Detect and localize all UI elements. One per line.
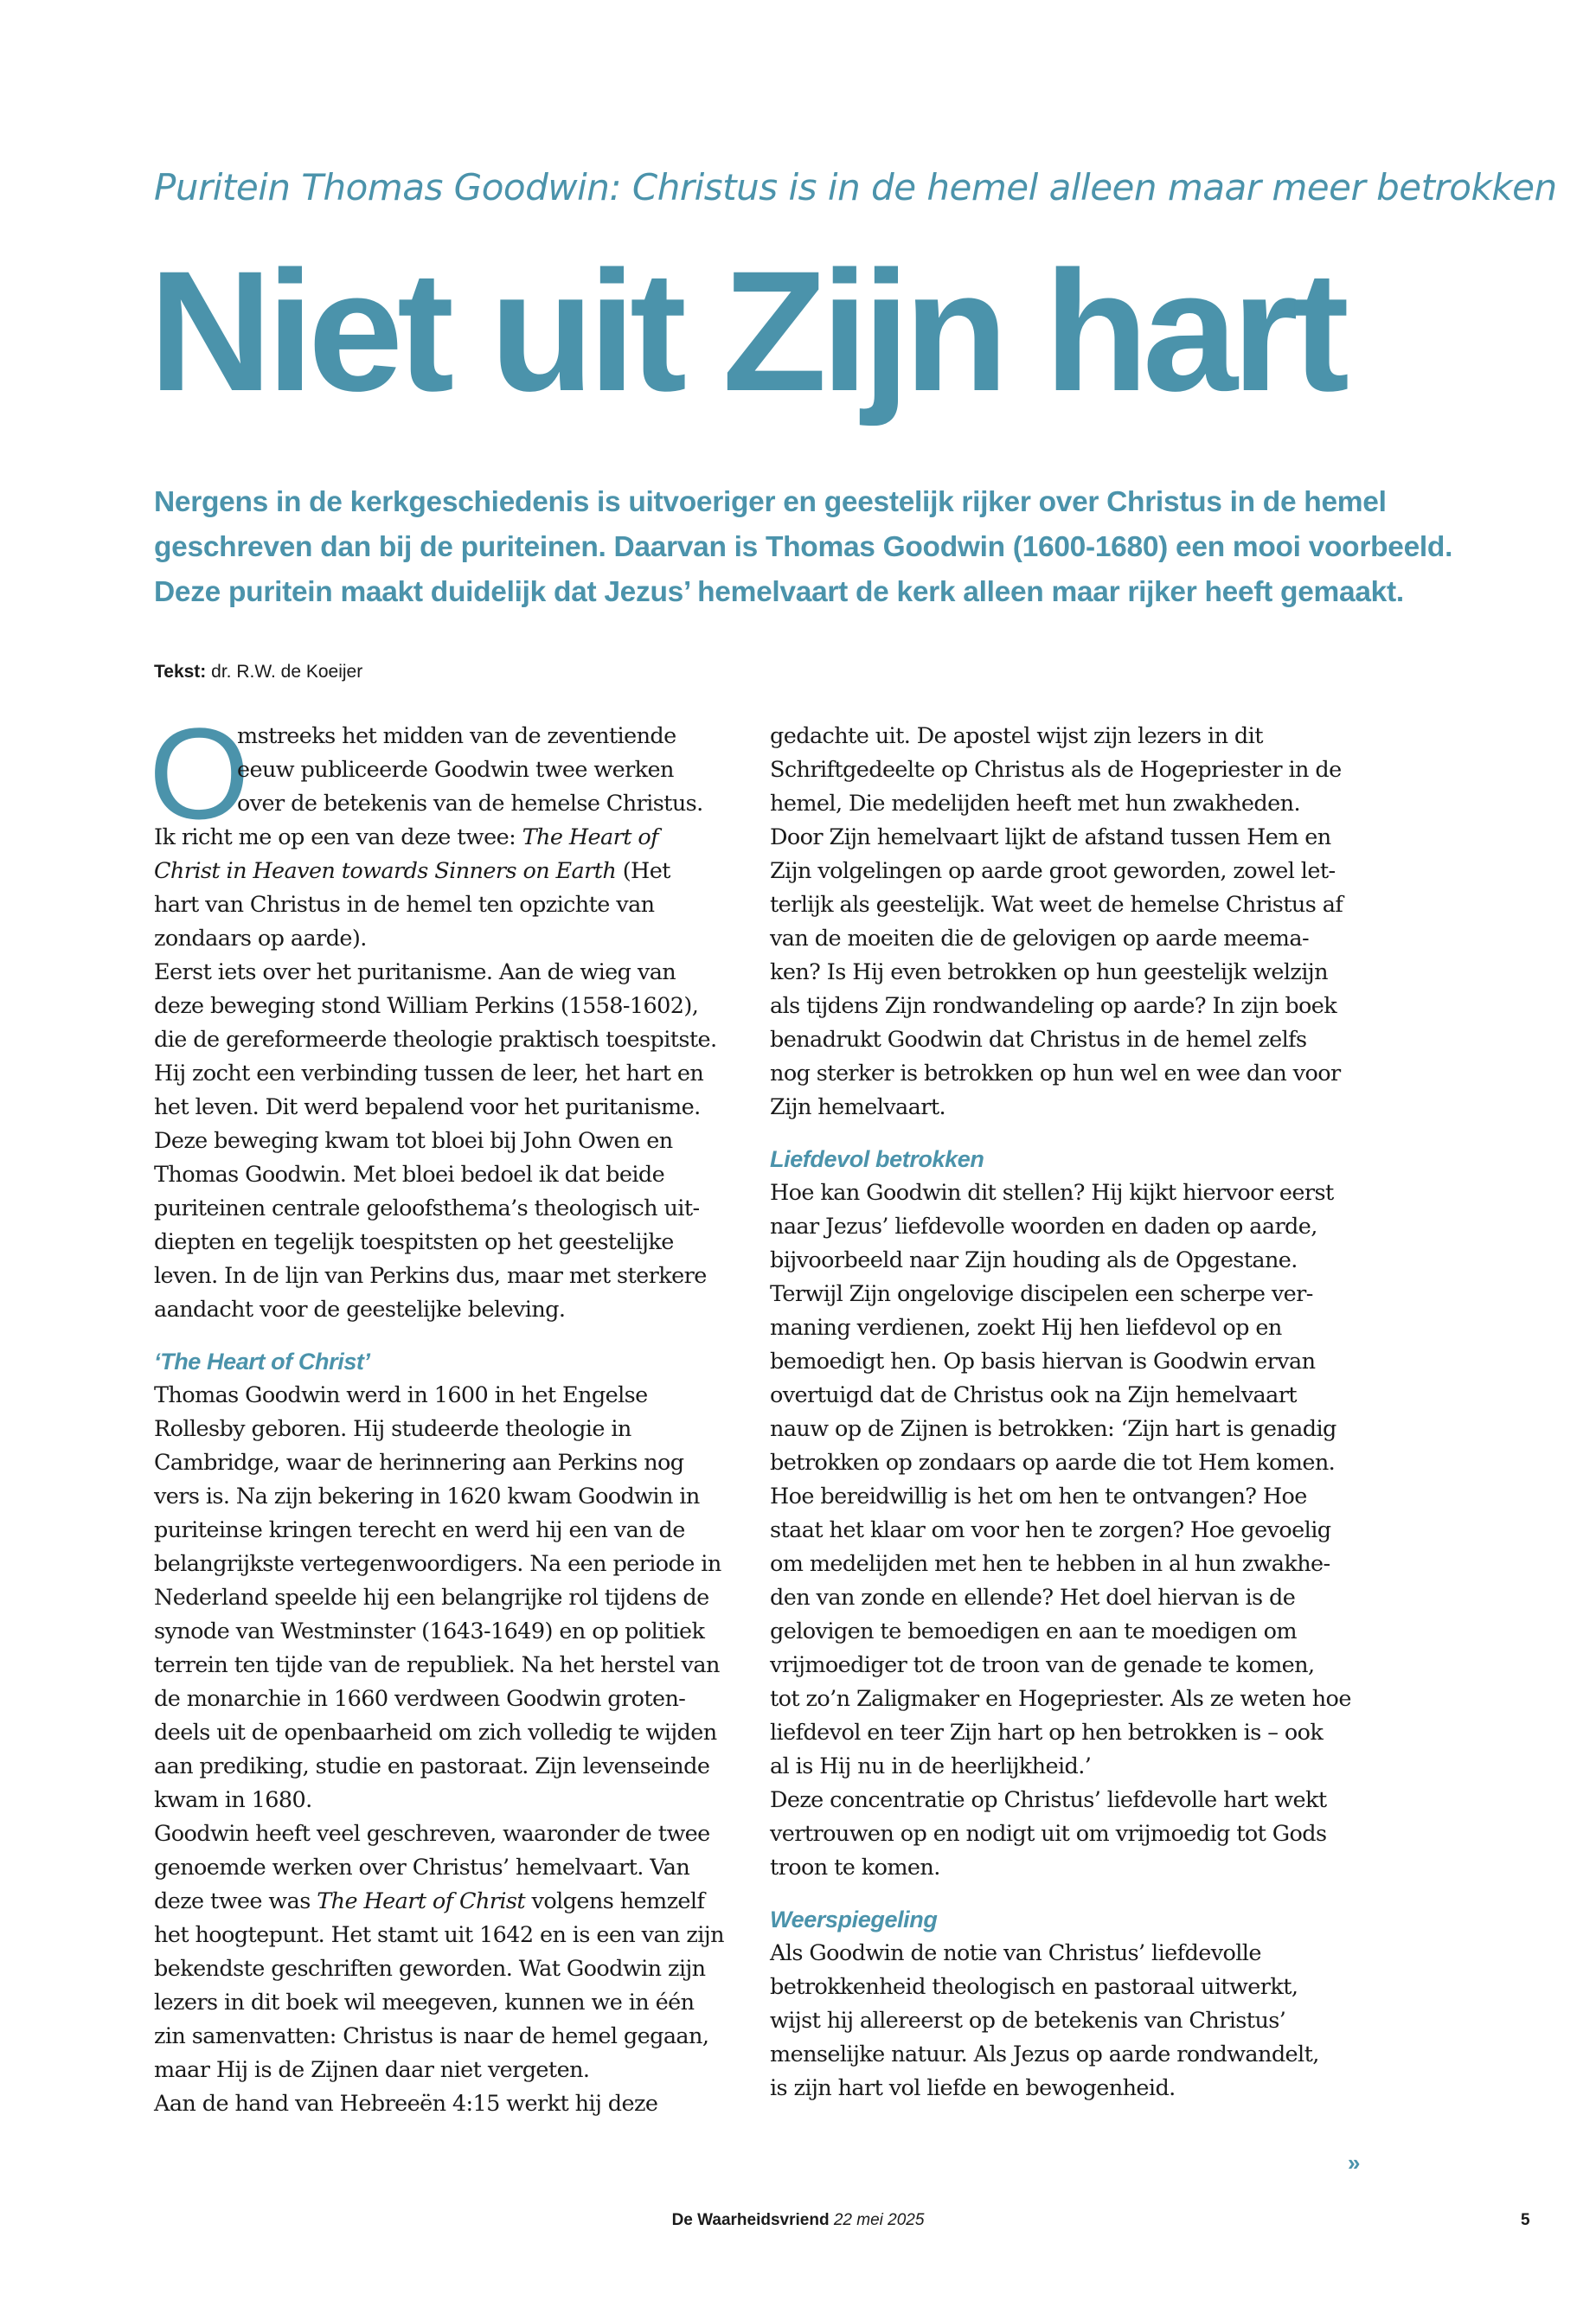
- drop-cap: O: [149, 701, 250, 846]
- text-line: tot zo’n Zaligmaker en Hogepriester. Als ze weten hoe: [770, 1686, 1351, 1712]
- text-line: gelovigen te bemoedigen en aan te moedigen om: [770, 1618, 1297, 1644]
- text-line: Hoe bereidwillig is het om hen te ontvangen? Hoe: [770, 1484, 1307, 1509]
- section-heading: Weerspiegeling: [770, 1907, 938, 1932]
- text-line: leven. In de lijn van Perkins dus, maar met sterkere: [154, 1263, 707, 1289]
- text-line: Nederland speelde hij een belangrijke rol tijdens de: [154, 1585, 709, 1611]
- text-line: Door Zijn hemelvaart lijkt de afstand tussen Hem en: [770, 824, 1331, 850]
- text-line: Hij zocht een verbinding tussen de leer, het hart en: [154, 1061, 704, 1086]
- text-line: vertrouwen op en nodigt uit om vrijmoedig tot Gods: [770, 1821, 1327, 1847]
- text-line: wijst hij allereerst op de betekenis van Christus’: [770, 2008, 1286, 2034]
- text-line: is zijn hart vol liefde en bewogenheid.: [770, 2075, 1176, 2101]
- text-line: bijvoorbeeld naar Zijn houding als de Opgestane.: [770, 1247, 1298, 1273]
- page-number: 5: [1521, 2211, 1530, 2229]
- article-kicker: Puritein Thomas Goodwin: Christus is in de hemel alleen maar meer betrokken: [154, 166, 1557, 208]
- text-line: Als Goodwin de notie van Christus’ liefdevolle: [770, 1940, 1261, 1966]
- text-line: nauw op de Zijnen is betrokken: ‘Zijn hart is genadig: [770, 1416, 1336, 1442]
- article-title: Niet uit Zijn hart: [149, 235, 1343, 426]
- text-line: de monarchie in 1660 verdween Goodwin groten-: [154, 1686, 686, 1712]
- text-line: als tijdens Zijn rondwandeling op aarde? In zijn boek: [770, 993, 1337, 1019]
- text-line: eeuw publiceerde Goodwin twee werken: [237, 757, 674, 783]
- text-line: [154, 1885, 742, 1919]
- section-heading: ‘The Heart of Christ’: [154, 1349, 370, 1375]
- text-line: aan prediking, studie en pastoraat. Zijn levenseinde: [154, 1753, 710, 1779]
- text-line: ken? Is Hij even betrokken op hun geestelijk welzijn: [770, 959, 1328, 985]
- text-line: Aan de hand van Hebreeën 4:15 werkt hij deze: [154, 2091, 658, 2117]
- text-line: Thomas Goodwin. Met bloei bedoel ik dat beide: [154, 1162, 665, 1188]
- section-heading: Liefdevol betrokken: [770, 1146, 984, 1172]
- text-line: maning verdienen, zoekt Hij hen liefdevol op en: [770, 1315, 1282, 1341]
- text-line: aandacht voor de geestelijke beleving.: [154, 1297, 566, 1323]
- text-line: Schriftgedeelte op Christus als de Hogepriester in de: [770, 757, 1342, 783]
- text-line: die de gereformeerde theologie praktisch toespitste.: [154, 1027, 717, 1053]
- text-line: maar Hij is de Zijnen daar niet vergeten.: [154, 2057, 590, 2083]
- text-run: (Het: [616, 858, 670, 884]
- text-line: bemoedigt hen. Op basis hiervan is Goodwin ervan: [770, 1349, 1316, 1375]
- text-line: puriteinen centrale geloofsthema’s theologisch uit-: [154, 1195, 700, 1221]
- text-line: mstreeks het midden van de zeventiende: [237, 723, 676, 749]
- book-title-italic: Christ in Heaven towards Sinners on Earth: [154, 858, 617, 884]
- right-column: [770, 720, 1358, 2106]
- text-line: nog sterker is betrokken op hun wel en wee dan voor: [770, 1061, 1341, 1086]
- text-line: belangrijkste vertegenwoordigers. Na een periode in: [154, 1551, 721, 1577]
- continue-arrow-icon: »: [1348, 2150, 1361, 2176]
- byline: [154, 662, 362, 683]
- byline-label: Tekst:: [154, 662, 207, 682]
- text-line: van de moeiten die de gelovigen op aarde meema-: [770, 926, 1309, 952]
- text-run: volgens hemzelf: [525, 1888, 705, 1914]
- text-line: naar Jezus’ liefdevolle woorden en daden op aarde,: [770, 1214, 1317, 1240]
- text-line: vers is. Na zijn bekering in 1620 kwam Goodwin in: [154, 1484, 700, 1509]
- magazine-name: De Waarheidsvriend: [671, 2211, 830, 2229]
- text-line: Deze concentratie op Christus’ liefdevolle hart wekt: [770, 1787, 1327, 1813]
- text-line: Hoe kan Goodwin dit stellen? Hij kijkt hiervoor eerst: [770, 1180, 1334, 1206]
- text-line: zin samenvatten: Christus is naar de hemel gegaan,: [154, 2023, 709, 2049]
- text-line: het leven. Dit werd bepalend voor het puritanisme.: [154, 1094, 701, 1120]
- text-run: Ik richt me op een van deze twee:: [154, 824, 522, 850]
- book-title-italic: The Heart of: [522, 824, 658, 850]
- text-line: Cambridge, waar de herinnering aan Perkins nog: [154, 1450, 684, 1476]
- page-footer: [0, 2211, 1596, 2230]
- text-line: Goodwin heeft veel geschreven, waaronder de twee: [154, 1821, 710, 1847]
- text-line: [154, 855, 742, 888]
- byline-author: dr. R.W. de Koeijer: [211, 662, 363, 682]
- text-line: betrokken op zondaars op aarde die tot Hem komen.: [770, 1450, 1336, 1476]
- text-line: gedachte uit. De apostel wijst zijn lezers in dit: [770, 723, 1263, 749]
- text-run: deze twee was: [154, 1888, 317, 1914]
- text-line: zondaars op aarde).: [154, 926, 367, 952]
- text-line: Rollesby geboren. Hij studeerde theologie in: [154, 1416, 631, 1442]
- text-line: betrokkenheid theologisch en pastoraal uitwerkt,: [770, 1974, 1298, 2000]
- text-line: lezers in dit boek wil meegeven, kunnen we in één: [154, 1990, 695, 2016]
- article-intro: [154, 480, 1452, 615]
- text-line: deze beweging stond William Perkins (1558-1602),: [154, 993, 699, 1019]
- text-line: hemel, Die medelijden heeft met hun zwakheden.: [770, 791, 1300, 817]
- text-line: staat het klaar om voor hen te zorgen? Hoe gevoelig: [770, 1517, 1331, 1543]
- text-line: vrijmoediger tot de troon van de genade te komen,: [770, 1652, 1315, 1678]
- text-line: deels uit de openbaarheid om zich volledig te wijden: [154, 1720, 717, 1746]
- text-line: overtuigd dat de Christus ook na Zijn hemelvaart: [770, 1382, 1297, 1408]
- text-line: om medelijden met hen te hebben in al hun zwakhe-: [770, 1551, 1330, 1577]
- text-line: Deze beweging kwam tot bloei bij John Owen en: [154, 1128, 673, 1154]
- text-line: synode van Westminster (1643-1649) en op politiek: [154, 1618, 705, 1644]
- left-column: [154, 720, 742, 2121]
- text-line: terrein ten tijde van de republiek. Na het herstel van: [154, 1652, 720, 1678]
- text-line: Zijn hemelvaart.: [770, 1094, 946, 1120]
- text-line: het hoogtepunt. Het stamt uit 1642 en is een van zijn: [154, 1922, 724, 1948]
- text-line: Zijn volgelingen op aarde groot geworden, zowel let-: [770, 858, 1336, 884]
- text-line: kwam in 1680.: [154, 1787, 312, 1813]
- text-line: bekendste geschriften geworden. Wat Goodwin zijn: [154, 1956, 706, 1982]
- intro-line: geschreven dan bij de puriteinen. Daarvan is Thomas Goodwin (1600-1680) een mooi voorbeeld.: [154, 531, 1453, 563]
- text-line: over de betekenis van de hemelse Christus.: [237, 791, 703, 817]
- book-title-italic: The Heart of Christ: [317, 1888, 526, 1914]
- text-line: liefdevol en teer Zijn hart op hen betrokken is – ook: [770, 1720, 1324, 1746]
- issue-date: 22 mei 2025: [833, 2211, 925, 2229]
- text-line: hart van Christus in de hemel ten opzichte van: [154, 892, 655, 918]
- text-line: terlijk als geestelijk. Wat weet de hemelse Christus af: [770, 892, 1343, 918]
- text-line: genoemde werken over Christus’ hemelvaart. Van: [154, 1855, 690, 1881]
- text-line: al is Hij nu in de heerlijkheid.’: [770, 1753, 1092, 1779]
- text-line: Terwijl Zijn ongelovige discipelen een scherpe ver-: [770, 1281, 1313, 1307]
- text-line: Thomas Goodwin werd in 1600 in het Engelse: [154, 1382, 648, 1408]
- text-line: Eerst iets over het puritanisme. Aan de wieg van: [154, 959, 676, 985]
- text-line: troon te komen.: [770, 1855, 940, 1881]
- intro-line: Nergens in de kerkgeschiedenis is uitvoeriger en geestelijk rijker over Christus in de hemel: [154, 486, 1387, 518]
- text-line: puriteinse kringen terecht en werd hij een van de: [154, 1517, 685, 1543]
- text-line: diepten en tegelijk toespitsten op het geestelijke: [154, 1229, 674, 1255]
- text-line: [154, 821, 742, 855]
- text-line: benadrukt Goodwin dat Christus in de hemel zelfs: [770, 1027, 1307, 1053]
- text-line: den van zonde en ellende? Het doel hiervan is de: [770, 1585, 1296, 1611]
- intro-line: Deze puritein maakt duidelijk dat Jezus’ hemelvaart de kerk alleen maar rijker heeft gemaakt.: [154, 576, 1404, 608]
- text-line: menselijke natuur. Als Jezus op aarde rondwandelt,: [770, 2041, 1319, 2067]
